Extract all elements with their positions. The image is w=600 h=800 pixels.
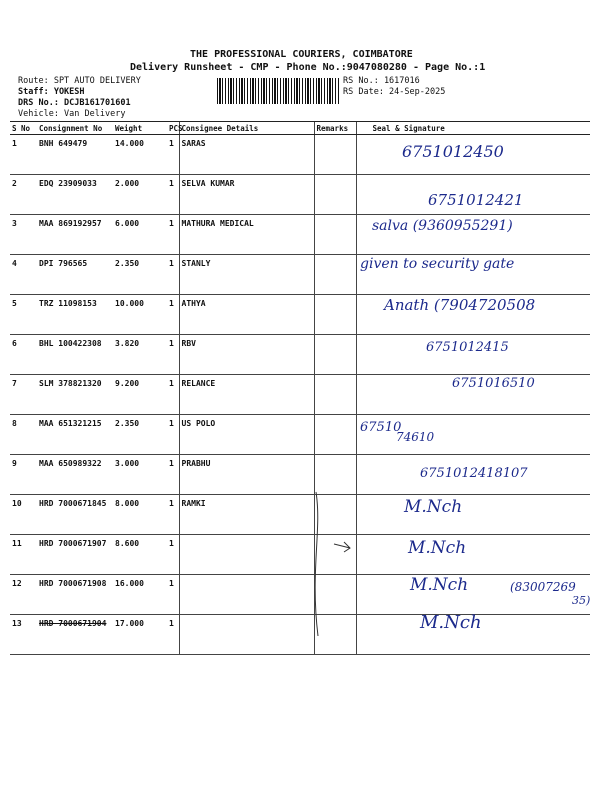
handwriting-row-7: 6751016510 [452,376,535,391]
cell-sno: 2 [10,175,37,215]
cell-weight: 6.000 [113,215,167,255]
cell-remarks [314,415,356,455]
handwriting-row-8a: 67510 [360,420,402,435]
cell-remarks [314,175,356,215]
col-sno: S No [10,122,37,135]
cell-remarks [314,255,356,295]
cell-sno: 10 [10,495,37,535]
handwriting-row-9: 6751012418107 [420,466,528,481]
handwriting-row-12-phone-end: 35) [572,594,591,607]
cell-sno: 9 [10,455,37,495]
cell-pcs: 1 [167,255,179,295]
handwriting-row-5: Anath (7904720508 [384,296,536,314]
cell-pcs: 1 [167,215,179,255]
cell-consignment-no: DPI 796565 [37,255,113,295]
cell-consignee: RAMKI [179,495,314,535]
cell-sno: 1 [10,135,37,175]
cell-weight: 14.000 [113,135,167,175]
cell-consignee: RELANCE [179,375,314,415]
cell-weight: 2.350 [113,415,167,455]
cell-pcs: 1 [167,615,179,655]
cell-pcs: 1 [167,535,179,575]
cell-remarks [314,295,356,335]
col-remarks: Remarks [314,122,356,135]
cell-signature [356,535,590,575]
cell-weight: 3.820 [113,335,167,375]
cell-sno: 6 [10,335,37,375]
cell-consignee [179,615,314,655]
cell-consignment-no: HRD 7000671907 [37,535,113,575]
cell-sno: 4 [10,255,37,295]
table-row [10,415,590,455]
handwriting-row-1: 6751012450 [402,142,504,161]
cell-sno: 13 [10,615,37,655]
cell-remarks [314,335,356,375]
vehicle-label: Vehicle: Van Delivery [18,109,126,119]
handwriting-row-12: M.Nch [410,575,469,595]
cell-pcs: 1 [167,455,179,495]
col-signature: Seal & Signature [356,122,590,135]
cell-consignee: SELVA KUMAR [179,175,314,215]
cell-remarks [314,215,356,255]
runsheet-subtitle: Delivery Runsheet - CMP - Phone No.:9047080280 - Page No.:1 [130,62,486,73]
cell-weight: 3.000 [113,455,167,495]
handwriting-row-12-phone: (83007269 [510,580,576,594]
cell-consignment-no: EDQ 23909033 [37,175,113,215]
cell-consignment-no: BNH 649479 [37,135,113,175]
company-title: THE PROFESSIONAL COURIERS, COIMBATORE [190,49,413,60]
route-label: Route: SPT AUTO DELIVERY [18,76,141,86]
cell-consignment-no: HRD 7000671908 [37,575,113,615]
cell-weight: 16.000 [113,575,167,615]
cell-sno: 5 [10,295,37,335]
handwriting-row-8b: 74610 [396,430,435,444]
cell-consignee: PRABHU [179,455,314,495]
cell-consignee: US POLO [179,415,314,455]
cell-pcs: 1 [167,295,179,335]
cell-sno: 8 [10,415,37,455]
handwriting-row-3: salva (9360955291) [372,218,513,234]
cell-pcs: 1 [167,575,179,615]
cell-weight: 9.200 [113,375,167,415]
cell-sno: 12 [10,575,37,615]
cell-consignment-no: MAA 651321215 [37,415,113,455]
cell-weight: 8.000 [113,495,167,535]
bracket-mark [300,490,360,640]
cell-consignee [179,575,314,615]
cell-pcs: 1 [167,415,179,455]
cell-consignee: RBV [179,335,314,375]
cell-weight: 8.600 [113,535,167,575]
col-consignment-no: Consignment No [37,122,113,135]
cell-consignment-no: TRZ 11098153 [37,295,113,335]
col-weight: Weight [113,122,167,135]
cell-consignment-no: HRD 7000671904 [37,615,113,655]
cell-consignee: STANLY [179,255,314,295]
handwriting-row-2: 6751012421 [428,191,524,209]
cell-weight: 2.000 [113,175,167,215]
table-header-row [10,122,590,135]
staff-label: Staff: YOKESH [18,87,85,97]
cell-sno: 3 [10,215,37,255]
cell-weight: 17.000 [113,615,167,655]
col-pcs: PCS [169,123,183,133]
cell-signature [356,495,590,535]
cell-consignee: ATHYA [179,295,314,335]
handwriting-row-6: 6751012415 [426,340,509,355]
cell-sno: 11 [10,535,37,575]
col-consignee: Consignee Details [179,122,314,135]
cell-weight: 2.350 [113,255,167,295]
cell-consignment-no: BHL 100422308 [37,335,113,375]
cell-sno: 7 [10,375,37,415]
cell-consignment-no: HRD 7000671845 [37,495,113,535]
rs-number: RS No.: 1617016 [343,76,420,86]
cell-consignment-no: SLM 378821320 [37,375,113,415]
cell-weight: 10.000 [113,295,167,335]
handwriting-row-4: given to security gate [360,256,515,272]
cell-pcs: 1 [167,175,179,215]
cell-consignee: SARAS [179,135,314,175]
cell-consignee [179,535,314,575]
drs-number: DRS No.: DCJB161701601 [18,98,131,108]
cell-consignment-no: MAA 869192957 [37,215,113,255]
cell-pcs: 1 [167,335,179,375]
cell-consignment-no: MAA 650989322 [37,455,113,495]
cell-remarks [314,455,356,495]
handwriting-row-13: M.Nch [420,612,482,633]
cell-pcs: 1 [167,495,179,535]
cell-remarks [314,375,356,415]
cell-consignee: MATHURA MEDICAL [179,215,314,255]
rs-date: RS Date: 24-Sep-2025 [343,87,446,97]
cell-pcs: 1 [167,375,179,415]
cell-pcs: 1 [167,135,179,175]
handwriting-row-11: M.Nch [408,538,467,558]
barcode-image [217,78,339,104]
handwriting-row-10: M.Nch [404,497,463,517]
cell-remarks [314,135,356,175]
